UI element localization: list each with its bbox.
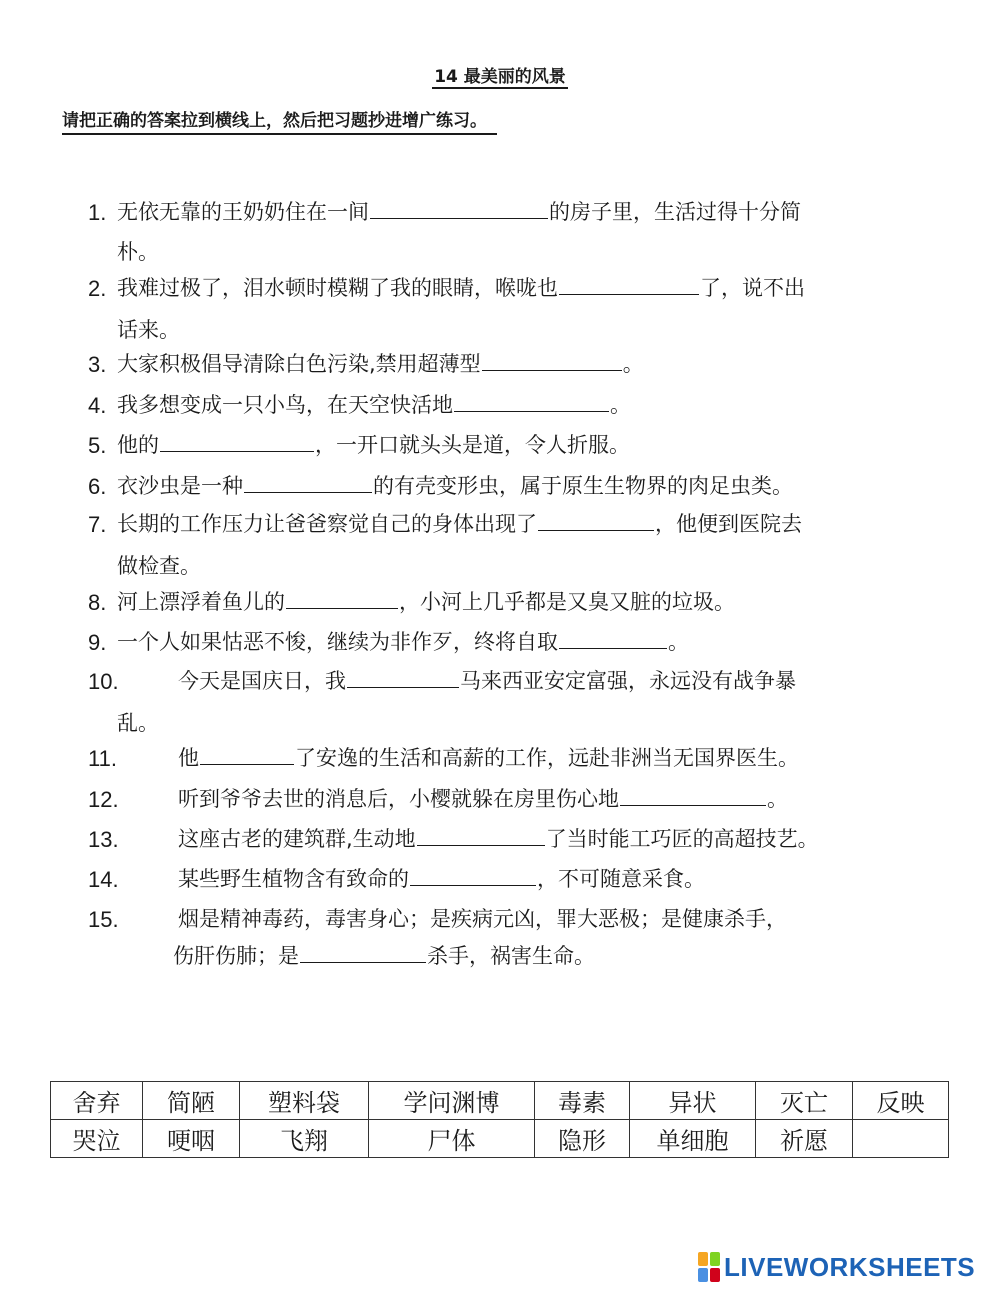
question-text: 了，说不出: [700, 276, 805, 300]
question-text: 河上漂浮着鱼儿的: [117, 590, 285, 614]
question-4: [117, 389, 631, 422]
question-5: [117, 429, 630, 462]
question-12: [178, 783, 788, 816]
word-tile[interactable]: 隐形: [535, 1120, 630, 1158]
question-text: 我多想变成一只小鸟，在天空快活地: [117, 393, 453, 417]
answer-blank[interactable]: [559, 272, 699, 295]
question-number: 11.: [88, 746, 117, 771]
question-14: [178, 863, 705, 896]
question-text: 长期的工作压力让爸爸察觉自己的身体出现了: [117, 512, 537, 536]
question-15-cont: [173, 940, 595, 973]
answer-blank[interactable]: [370, 196, 548, 219]
question-13: [178, 823, 819, 856]
answer-blank[interactable]: [538, 508, 654, 531]
question-text: 的有壳变形虫，属于原生生物界的肉足虫类。: [373, 474, 793, 498]
word-tile[interactable]: 塑料袋: [240, 1082, 369, 1120]
question-text: ，不可随意采食。: [537, 867, 705, 891]
question-10: [178, 665, 796, 698]
word-tile[interactable]: 尸体: [369, 1120, 535, 1158]
logo-block: [710, 1252, 720, 1266]
question-15: [178, 903, 787, 936]
question-6: [117, 470, 793, 503]
question-7: [117, 508, 802, 541]
answer-blank[interactable]: [160, 429, 314, 452]
question-number: 6.: [88, 474, 107, 499]
word-bank-row: [51, 1082, 949, 1120]
question-text: ，一开口就头头是道，令人折服。: [315, 433, 630, 457]
logo-block: [698, 1252, 708, 1266]
word-tile[interactable]: 异状: [630, 1082, 756, 1120]
question-text: 今天是国庆日，我: [178, 669, 346, 693]
answer-blank[interactable]: [200, 742, 294, 765]
question-text: 。: [767, 787, 788, 811]
logo-text: LIVEWORKSHEETS: [724, 1251, 976, 1282]
question-number: 12.: [88, 787, 119, 812]
question-number: 9.: [88, 630, 107, 655]
question-number: 2.: [88, 276, 107, 301]
question-text: 我难过极了，泪水顿时模糊了我的眼睛，喉咙也: [117, 276, 558, 300]
question-text: 。: [622, 352, 644, 376]
word-bank-row: [51, 1120, 949, 1158]
question-text: ，小河上几乎都是又臭又脏的垃圾。: [399, 590, 735, 614]
question-1: [117, 196, 801, 229]
question-text: 听到爷爷去世的消息后，小樱就躲在房里伤心地: [178, 787, 619, 811]
question-text: 他的: [117, 433, 159, 457]
answer-blank[interactable]: [482, 348, 622, 371]
question-text: 衣沙虫是一种: [117, 474, 243, 498]
logo-block: [710, 1268, 720, 1282]
word-tile[interactable]: 反映: [853, 1082, 949, 1120]
question-text: 一个人如果怙恶不悛，继续为非作歹，终将自取: [117, 630, 558, 654]
question-number: 13.: [88, 827, 119, 852]
question-number: 8.: [88, 590, 107, 615]
word-tile[interactable]: 学问渊博: [369, 1082, 535, 1120]
question-text: 了当时能工巧匠的高超技艺。: [545, 827, 819, 851]
question-text: 。: [668, 630, 689, 654]
answer-blank[interactable]: [300, 940, 426, 963]
answer-blank[interactable]: [347, 665, 459, 688]
question-11: [178, 742, 799, 775]
question-number: 15.: [88, 907, 119, 932]
question-text: 大家积极倡导清除白色污染,禁用超薄型: [117, 352, 481, 376]
word-tile[interactable]: 毒素: [535, 1082, 630, 1120]
word-bank: [50, 1081, 949, 1158]
answer-blank[interactable]: [620, 783, 766, 806]
word-tile[interactable]: 简陋: [143, 1082, 240, 1120]
page-title: [0, 62, 1000, 87]
word-tile[interactable]: 飞翔: [240, 1120, 369, 1158]
question-text: 了安逸的生活和高薪的工作，远赴非洲当无国界医生。: [295, 746, 799, 770]
question-text: 无依无靠的王奶奶住在一间: [117, 200, 369, 224]
question-text: 烟是精神毒药，毒害身心；是疾病元凶，罪大恶极；是健康杀手，: [178, 907, 787, 931]
question-9: [117, 626, 689, 659]
question-1-cont: 朴。: [117, 240, 159, 264]
answer-blank[interactable]: [559, 626, 667, 649]
word-tile[interactable]: 哭泣: [51, 1120, 143, 1158]
word-tile[interactable]: 哽咽: [143, 1120, 240, 1158]
question-number: 3.: [88, 352, 107, 377]
logo-block: [698, 1268, 708, 1282]
question-text: 他: [178, 746, 199, 770]
liveworksheets-logo: [698, 1250, 975, 1284]
question-2-cont: 话来。: [117, 318, 180, 342]
answer-blank[interactable]: [417, 823, 545, 846]
answer-blank[interactable]: [286, 586, 398, 609]
question-number: 10.: [88, 669, 119, 694]
question-number: 5.: [88, 433, 107, 458]
question-number: 4.: [88, 393, 107, 418]
question-10-cont: 乱。: [117, 711, 159, 735]
question-text: 。: [610, 393, 631, 417]
question-text: 杀手，祸害生命。: [427, 944, 595, 968]
question-number: 1.: [88, 200, 107, 225]
page-title-text: 14 最美丽的风景: [434, 67, 566, 87]
question-text: 伤肝伤肺；是: [173, 944, 299, 968]
word-tile[interactable]: 祈愿: [756, 1120, 853, 1158]
question-number: 14.: [88, 867, 119, 892]
answer-blank[interactable]: [454, 389, 609, 412]
question-text: 这座古老的建筑群,生动地: [178, 827, 416, 851]
question-text: ，他便到医院去: [655, 512, 802, 536]
word-tile[interactable]: 舍弃: [51, 1082, 143, 1120]
question-text: 马来西亚安定富强，永远没有战争暴: [460, 669, 796, 693]
question-number: 7.: [88, 512, 107, 537]
question-8: [117, 586, 735, 619]
question-7-cont: 做检查。: [117, 554, 201, 578]
question-text: 某些野生植物含有致命的: [178, 867, 409, 891]
word-tile[interactable]: 灭亡: [756, 1082, 853, 1120]
logo-mark-icon: [698, 1252, 720, 1282]
question-2: [117, 272, 805, 305]
question-text: 的房子里，生活过得十分简: [549, 200, 801, 224]
question-3: [117, 348, 644, 381]
word-tile[interactable]: 单细胞: [630, 1120, 756, 1158]
instruction: 请把正确的答案拉到横线上，然后把习题抄进增广练习。: [62, 106, 497, 135]
word-tile-empty: [853, 1120, 949, 1158]
answer-blank[interactable]: [410, 863, 536, 886]
answer-blank[interactable]: [244, 470, 372, 493]
